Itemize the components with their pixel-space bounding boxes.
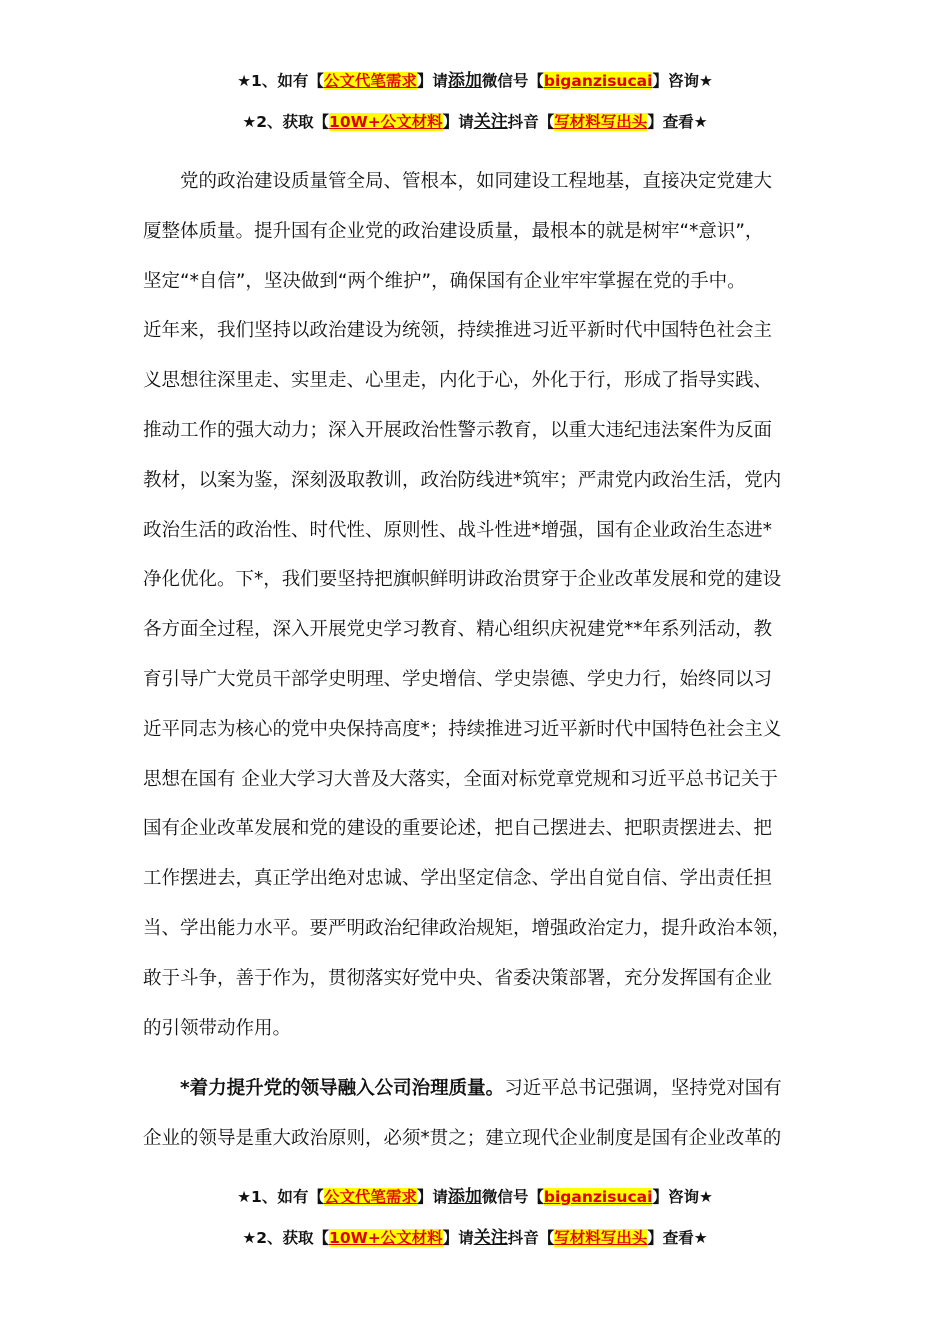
paragraph-line: 的引领带动作用。 xyxy=(143,1017,292,1039)
banner-text: ★2、获取【 xyxy=(242,1229,330,1247)
section-heading: *着力提升党的领导融入公司治理质量。 xyxy=(180,1078,505,1099)
banner-highlight: 写材料写出头 xyxy=(554,113,648,131)
paragraph-line: 坚定“*自信”，坚决做到“两个维护”，确保国有企业牢牢掌握在党的手中。 xyxy=(143,270,746,292)
paragraph-line: 各方面全过程，深入开展党史学习教育、精心组织庆祝建党**年系列活动，教 xyxy=(143,619,773,641)
banner-text: 微信号【 xyxy=(481,72,544,90)
banner-underline: 添加 xyxy=(447,71,482,91)
paragraph-line: 党的政治建设质量管全局、管根本，如同建设工程地基，直接决定党建大 xyxy=(180,171,773,192)
paragraph-line: 政治生活的政治性、时代性、原则性、战斗性进*增强，国有企业政治生态进* xyxy=(143,519,773,541)
banner-highlight: biganzisucai xyxy=(543,1188,653,1206)
paragraph-line: 推动工作的强大动力；深入开展政治性警示教育，以重大违纪违法案件为反面 xyxy=(143,419,773,441)
banner-text: ★1、如有【 xyxy=(237,1188,324,1206)
bottom-banner-line-1 xyxy=(0,1186,950,1208)
paragraph-line: 育引导广大党员干部学史明理、学史增信、学史崇德、学史力行，始终同以习 xyxy=(143,668,773,690)
banner-highlight: 10W+公文材料 xyxy=(329,1229,443,1247)
body-paragraph-1 xyxy=(143,157,823,1053)
top-banner-line-2 xyxy=(0,111,950,133)
banner-text: 】请 xyxy=(416,72,448,90)
paragraph-line: 国有企业改革发展和党的建设的重要论述，把自己摆进去、把职责摆进去、把 xyxy=(143,818,773,840)
banner-highlight: 10W+公文材料 xyxy=(329,113,443,131)
paragraph-line: 厦整体质量。提升国有企业党的政治建设质量，最根本的就是树牢“*意识”， xyxy=(143,220,764,242)
banner-underline: 关注 xyxy=(473,112,508,132)
paragraph-line: 企业的领导是重大政治原则，必须*贯之；建立现代企业制度是国有企业改革的 xyxy=(143,1127,782,1149)
banner-text: 微信号【 xyxy=(481,1188,544,1206)
paragraph-line: 近平同志为核心的党中央保持高度*；持续推进习近平新时代中国特色社会主义 xyxy=(143,718,782,740)
paragraph-line xyxy=(143,1064,823,1114)
banner-text: 】请 xyxy=(442,113,474,131)
banner-text: 】请 xyxy=(416,1188,448,1206)
bottom-banner-line-2 xyxy=(0,1227,950,1249)
banner-highlight: 公文代笔需求 xyxy=(323,72,417,90)
paragraph-line: 义思想往深里走、实里走、心里走，内化于心，外化于行，形成了指导实践、 xyxy=(143,370,773,392)
banner-text: 】咨询★ xyxy=(652,1188,713,1206)
banner-highlight: 写材料写出头 xyxy=(554,1229,648,1247)
banner-text: 】请 xyxy=(442,1229,474,1247)
paragraph-text: 习近平总书记强调，坚持党对国有 xyxy=(504,1078,782,1099)
banner-text: 】查看★ xyxy=(647,1229,708,1247)
paragraph-line: 敢于斗争，善于作为，贯彻落实好党中央、省委决策部署，充分发挥国有企业 xyxy=(143,967,773,989)
banner-text: 抖音【 xyxy=(507,113,555,131)
top-banner-line-1 xyxy=(0,70,950,92)
body-paragraph-2 xyxy=(143,1064,823,1164)
paragraph-line: 近年来，我们坚持以政治建设为统领，持续推进习近平新时代中国特色社会主 xyxy=(143,320,773,342)
banner-text: 】咨询★ xyxy=(652,72,713,90)
paragraph-line: 净化优化。下*，我们要坚持把旗帜鲜明讲政治贯穿于企业改革发展和党的建设 xyxy=(143,569,782,591)
banner-underline: 添加 xyxy=(447,1187,482,1207)
banner-highlight: biganzisucai xyxy=(543,72,653,90)
paragraph-line: 教材，以案为鉴，深刻汲取教训，政治防线进*筑牢；严肃党内政治生活，党内 xyxy=(143,469,782,491)
banner-text: ★1、如有【 xyxy=(237,72,324,90)
paragraph-line: 工作摆进去，真正学出绝对忠诚、学出坚定信念、学出自觉自信、学出责任担 xyxy=(143,868,773,890)
banner-underline: 关注 xyxy=(473,1228,508,1248)
banner-highlight: 公文代笔需求 xyxy=(323,1188,417,1206)
paragraph-line: 当、学出能力水平。要严明政治纪律政治规矩，增强政治定力，提升政治本领， xyxy=(143,917,791,939)
banner-text: 抖音【 xyxy=(507,1229,555,1247)
banner-text: ★2、获取【 xyxy=(242,113,330,131)
paragraph-line: 思想在国有 企业大学习大普及大落实，全面对标党章党规和习近平总书记关于 xyxy=(143,768,778,790)
banner-text: 】查看★ xyxy=(647,113,708,131)
